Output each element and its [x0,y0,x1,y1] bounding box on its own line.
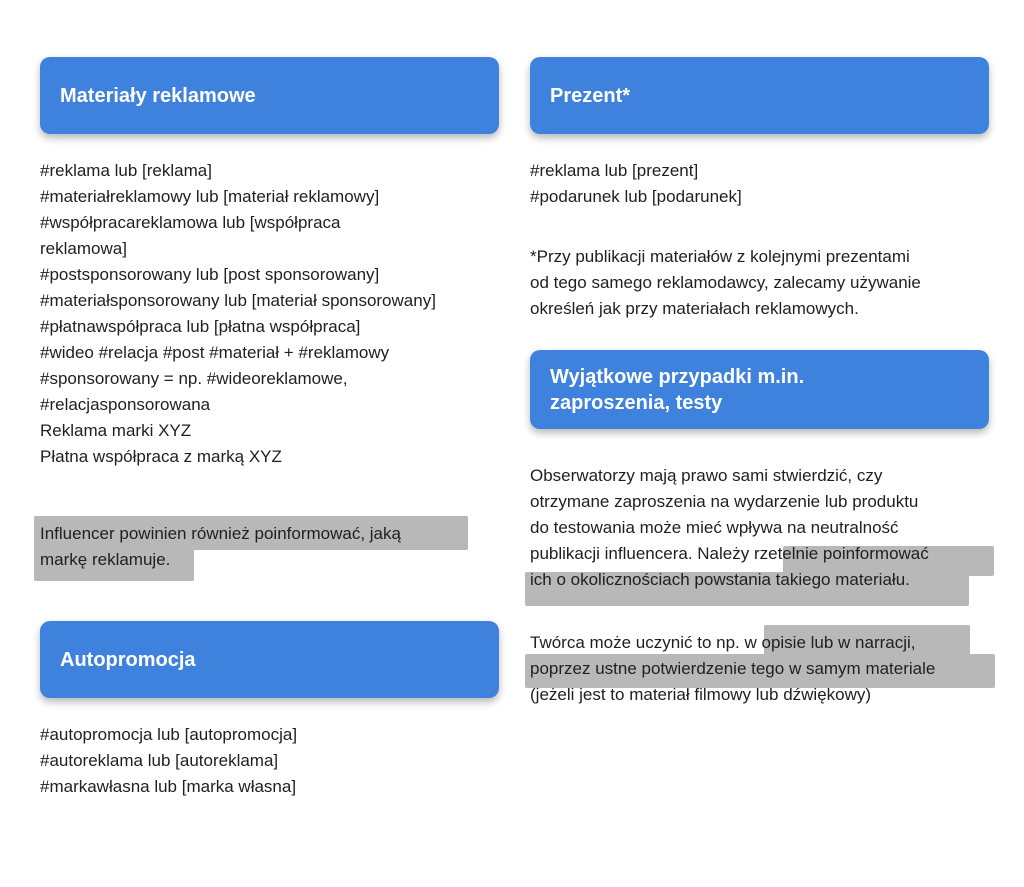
paragraph-text: Twórca może uczynić to np. [530,633,745,652]
paragraph-highlight-text: ich o okolicznościach powstania takiego materiału. [530,570,910,589]
list-item: #podarunek lub [podarunek] [530,187,742,206]
note-line: markę reklamuje. [40,550,171,569]
list-item: #autoreklama lub [autoreklama] [40,751,279,770]
paragraph-line [530,630,935,656]
header-autopromocja-title: Autopromocja [60,648,196,671]
header-autopromocja [40,621,499,698]
paragraph-highlight-text: poprzez ustne potwierdzenie tego w samym materiale [530,659,936,678]
list-item: #wideo #relacja #post #materiał + #reklamowy [40,343,390,362]
influencer-note [40,521,401,573]
header-wyjatkowe-przypadki [530,350,989,429]
prezent-footnote [530,244,921,322]
header-wyjatkowe-title-line1: Wyjątkowe przypadki m.in. [550,365,805,388]
list-item: #sponsorowany = np. #wideoreklamowe, [40,369,348,388]
header-wyjatkowe-title-line2: zaproszenia, testy [550,391,723,414]
footnote-line: od tego samego reklamodawcy, zalecamy używanie [530,273,921,292]
paragraph-line: (jeżeli jest to materiał filmowy lub dźwiękowy) [530,685,872,704]
paragraph-line: Obserwatorzy mają prawo sami stwierdzić, czy [530,466,883,485]
paragraph-highlight-text: w opisie lub w narracji, [744,633,916,652]
list-item: #relacjasponsorowana [40,395,211,414]
materialy-list [40,158,436,470]
wyjatkowe-paragraph-1 [530,463,929,593]
list-item: #markawłasna lub [marka własna] [40,777,297,796]
paragraph-highlight-text: rzetelnie poinformować [753,544,929,563]
autopromocja-list [40,722,297,800]
header-prezent [530,57,989,134]
list-item: #autopromocja lub [autopromocja] [40,725,298,744]
list-item: reklamowa] [40,239,127,258]
list-item: #materiałsponsorowany lub [materiał sponsorowany] [40,291,436,310]
prezent-list [530,158,742,210]
list-item: #materiałreklamowy lub [materiał reklamowy] [40,187,380,206]
list-item: #współpracareklamowa lub [współpraca [40,213,341,232]
header-materialy-reklamowe-title: Materiały reklamowe [60,84,256,107]
list-item: #reklama lub [reklama] [40,161,212,180]
wyjatkowe-paragraph-2 [530,630,935,708]
header-prezent-title: Prezent* [550,84,631,107]
list-item: Płatna współpraca z marką XYZ [40,447,282,466]
paragraph-text: publikacji influencera. Należy [530,544,754,563]
paragraph-line: otrzymane zaproszenia na wydarzenie lub produktu [530,492,919,511]
footnote-line: określeń jak przy materiałach reklamowych. [530,299,859,318]
header-materialy-reklamowe [40,57,499,134]
footnote-line: *Przy publikacji materiałów z kolejnymi prezentami [530,247,910,266]
note-line: Influencer powinien również poinformować, jaką [40,524,401,543]
paragraph-line [530,541,929,567]
paragraph-line: do testowania może mieć wpływa na neutralność [530,518,899,537]
list-item: #płatnawspółpraca lub [płatna współpraca] [40,317,361,336]
list-item: #postsponsorowany lub [post sponsorowany] [40,265,380,284]
list-item: #reklama lub [prezent] [530,161,699,180]
list-item: Reklama marki XYZ [40,421,192,440]
